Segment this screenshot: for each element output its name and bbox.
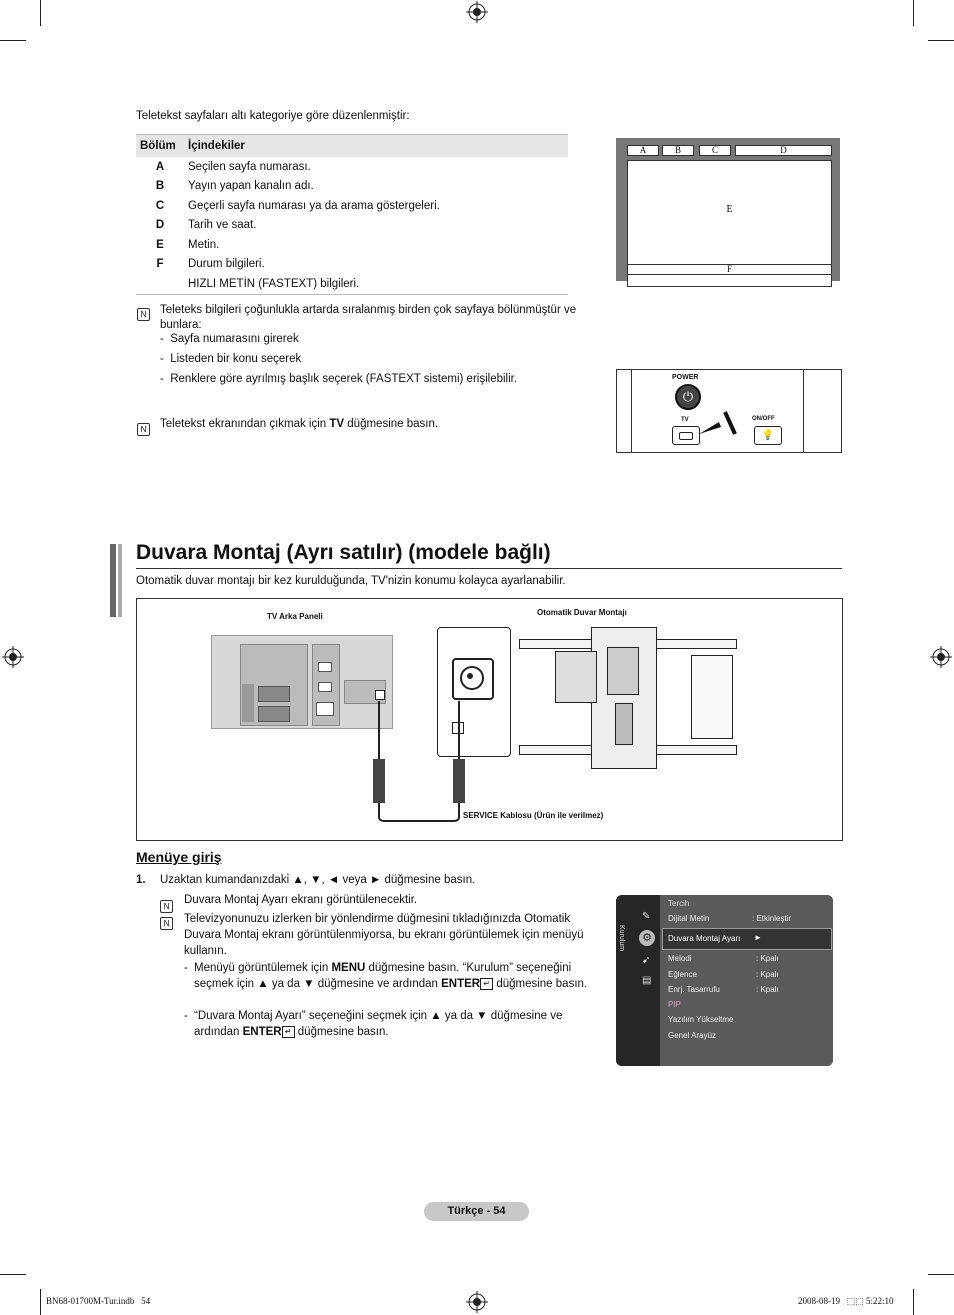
crop-mark bbox=[913, 0, 914, 26]
osd-item[interactable]: Tercih bbox=[668, 899, 690, 908]
osd-item[interactable]: Genel Arayüz bbox=[668, 1031, 717, 1040]
osd-side-label: Kurulum bbox=[618, 925, 625, 952]
table-header: Bölüm bbox=[136, 135, 184, 158]
crop-mark bbox=[928, 1274, 954, 1275]
tv-panel-label: TV Arka Paneli bbox=[267, 612, 323, 621]
osd-item-arrow: ► bbox=[754, 933, 762, 942]
tv-button bbox=[672, 426, 700, 445]
service-cable-icon bbox=[367, 699, 477, 829]
osd-support-icon: ▤ bbox=[642, 975, 652, 986]
crop-mark bbox=[928, 40, 954, 41]
registration-mark-icon bbox=[466, 1291, 488, 1313]
cable-label: SERVICE Kablosu (Ürün ile verilmez) bbox=[463, 811, 604, 820]
onoff-label: ON/OFF bbox=[752, 416, 775, 422]
note-text: Teletekst ekranından çıkmak için TV düğmesine basın. bbox=[160, 418, 439, 430]
section-bar bbox=[110, 544, 116, 617]
list-item: - Renklere göre ayrılmış başlık seçerek (FASTEXT sistemi) erişilebilir. bbox=[160, 373, 518, 385]
osd-setup-icon[interactable]: ⚙ bbox=[639, 930, 655, 946]
note-text: Televizyonunuzu izlerken bir yönlendirme düğmesini tıkladığınızda Otomatik Duvara Montaj ekranı görüntülenmiyorsa, bu ekranı görüntülemek için menüyü kullanın. bbox=[184, 913, 584, 957]
list-item: - Listeden bir konu seçerek bbox=[160, 353, 302, 365]
crop-mark bbox=[0, 40, 26, 41]
enter-icon: ↵ bbox=[282, 1026, 295, 1038]
osd-item-disabled: PIP bbox=[668, 1000, 681, 1009]
table-row: B Yayın yapan kanalın adı. bbox=[155, 180, 314, 193]
teletext-label-f: F bbox=[627, 264, 832, 275]
section-title: Duvara Montaj (Ayrı satılır) (modele bağlı) bbox=[136, 541, 551, 564]
table-row: A Seçilen sayfa numarası. bbox=[155, 160, 311, 173]
note-icon: N bbox=[160, 913, 173, 931]
power-icon: ⏻ bbox=[675, 384, 701, 410]
crop-mark bbox=[0, 1274, 26, 1275]
osd-item-value: : Etkinleştir bbox=[752, 914, 792, 923]
crop-mark bbox=[913, 1289, 914, 1315]
osd-menu bbox=[616, 895, 833, 1066]
osd-item[interactable]: Eğlence bbox=[668, 970, 697, 979]
remote-control-illustration bbox=[616, 369, 842, 453]
tv-back-panel bbox=[211, 635, 393, 729]
wall-mount-bracket bbox=[515, 627, 739, 767]
light-bulb-icon: 💡 bbox=[754, 426, 782, 445]
osd-item[interactable]: Melodi bbox=[668, 954, 692, 963]
osd-item-value: : Kpalı bbox=[756, 954, 779, 963]
teletext-parts-table bbox=[136, 134, 568, 295]
table-row: HIZLI METİN (FASTEXT) bilgileri. bbox=[136, 274, 568, 294]
tv-label: TV bbox=[681, 417, 689, 423]
menu-section-title: Menüye giriş bbox=[136, 849, 222, 865]
osd-item-selected[interactable]: Duvara Montaj Ayarı bbox=[668, 934, 741, 943]
registration-mark-icon bbox=[930, 646, 952, 668]
table-row: C Geçerli sayfa numarası ya da arama göstergeleri. bbox=[155, 199, 440, 212]
note-icon: N bbox=[137, 419, 150, 437]
note-text: Teleteks bilgileri çoğunlukla artarda sıralanmış birden çok sayfaya bölünmüştür ve bunlara: bbox=[160, 304, 577, 331]
intro-text: Teletekst sayfaları altı kategoriye göre düzenlenmiştir: bbox=[136, 110, 410, 122]
enter-icon: ↵ bbox=[480, 978, 493, 990]
note-text: Duvara Montaj Ayarı ekranı görüntülenecektir. bbox=[184, 894, 418, 906]
note-icon: N bbox=[160, 896, 173, 914]
table-row: F Durum bilgileri. bbox=[156, 258, 265, 271]
section-intro: Otomatik duvar montajı bir kez kurulduğunda, TV'nizin konumu kolayca ayarlanabilir. bbox=[136, 575, 566, 587]
footer-file: BN68-01700M-Tur.indb 54 bbox=[46, 1296, 151, 1306]
teletext-label-b: B bbox=[662, 145, 694, 156]
crop-mark bbox=[40, 0, 41, 26]
teletext-label-e: E bbox=[726, 204, 733, 215]
connection-diagram bbox=[136, 598, 843, 841]
pointer-arrow-icon bbox=[699, 410, 739, 440]
registration-mark-icon bbox=[466, 1, 488, 23]
divider bbox=[136, 568, 842, 569]
osd-item[interactable]: Enrj. Tasarrufu bbox=[668, 985, 720, 994]
list-item: - Sayfa numarasını girerek bbox=[160, 333, 299, 345]
power-label: POWER bbox=[672, 374, 699, 381]
footer-date: 2008-08-19 ⬚⬚ 5:22:10 bbox=[798, 1296, 894, 1306]
page-number: Türkçe - 54 bbox=[424, 1202, 529, 1221]
list-item: - Menüyü görüntülemek için MENU düğmesine basın. “Kurulum” seçeneğini seçmek için ▲ ya da ▼ düğmesine ve ardından ENTER ↵ düğmesine basın. bbox=[184, 962, 588, 990]
teletext-screen-diagram bbox=[616, 138, 840, 281]
note-icon: N bbox=[137, 304, 150, 322]
wall-mount-label: Otomatik Duvar Montajı bbox=[537, 608, 627, 617]
step-text: Uzaktan kumandanızdaki ▲, ▼, ◄ veya ► düğmesine basın. bbox=[160, 874, 476, 886]
osd-item-value: : Kpalı bbox=[756, 985, 779, 994]
table-header: İçindekiler bbox=[184, 135, 568, 158]
table-row: E Metin. bbox=[156, 238, 220, 251]
crop-mark bbox=[40, 1289, 41, 1315]
osd-picture-icon: ✎ bbox=[642, 911, 651, 922]
osd-item[interactable]: Dijital Metin bbox=[668, 914, 710, 923]
section-bar bbox=[118, 544, 122, 617]
osd-input-icon: ➹ bbox=[642, 955, 651, 966]
osd-item-value: : Kpalı bbox=[756, 970, 779, 979]
list-item: - “Duvara Montaj Ayarı” seçeneğini seçmek için ▲ ya da ▼ düğmesine ve ardından ENTER ↵ düğmesine basın. bbox=[184, 1010, 563, 1038]
step-number: 1. bbox=[136, 874, 146, 886]
osd-item[interactable]: Yazılım Yükseltme bbox=[668, 1015, 734, 1024]
teletext-label-c: C bbox=[699, 145, 731, 156]
teletext-label-a: A bbox=[627, 145, 659, 156]
table-row: D Tarih ve saat. bbox=[155, 219, 257, 232]
registration-mark-icon bbox=[2, 646, 24, 668]
teletext-label-d: D bbox=[735, 145, 832, 156]
